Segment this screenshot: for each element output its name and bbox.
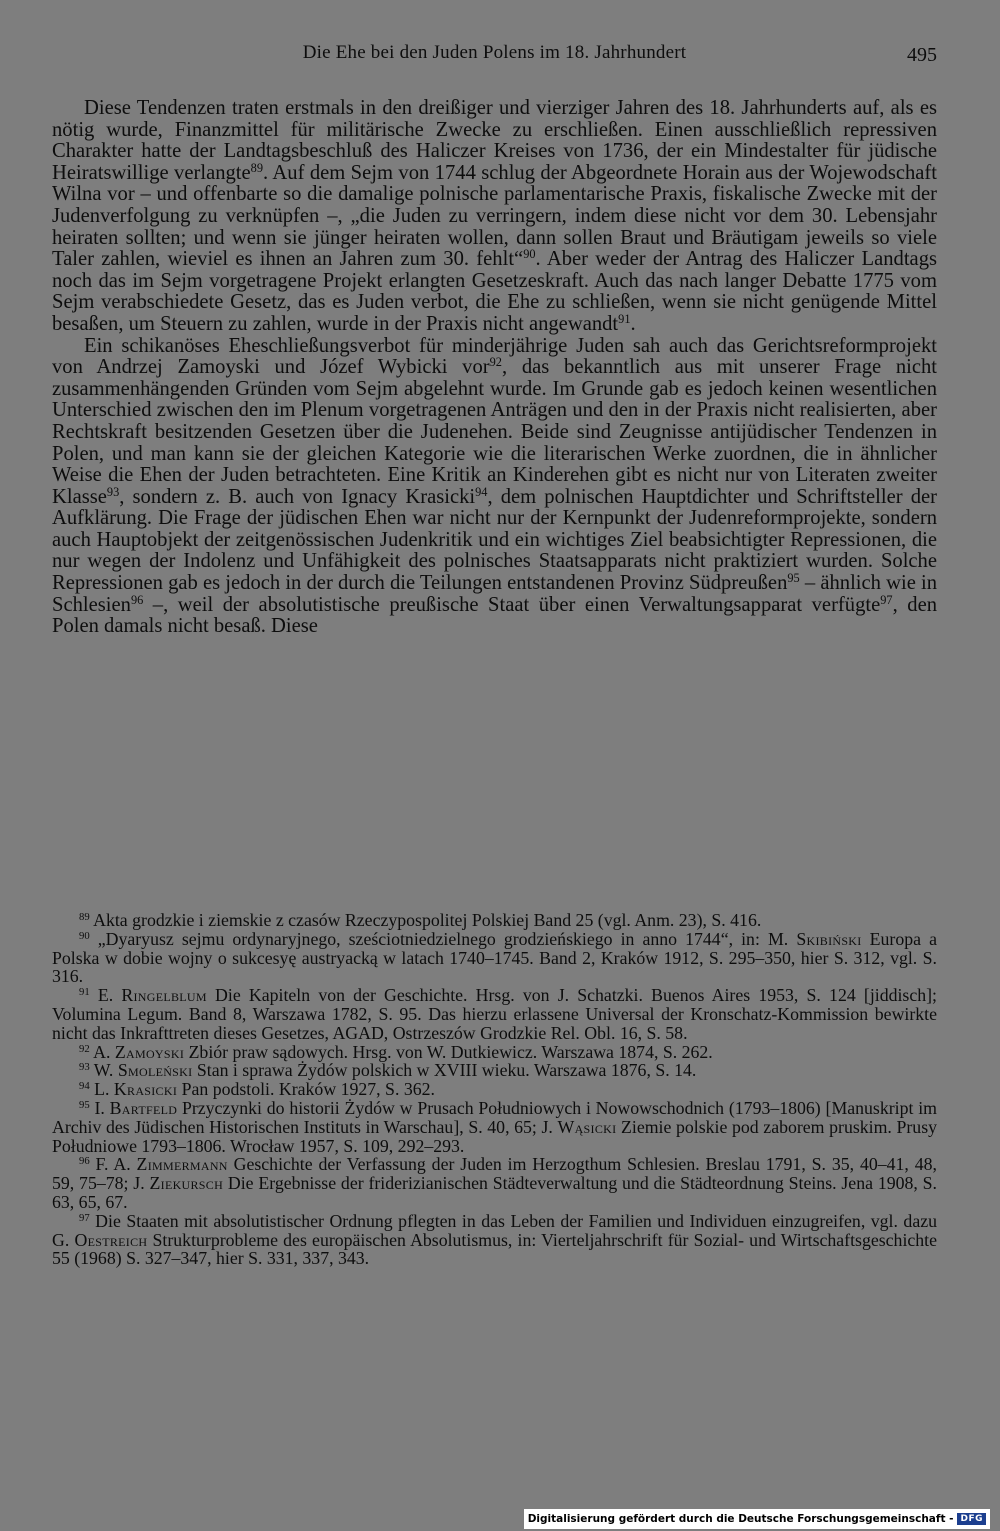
text-run: – ähnlich wie in Schlesien	[52, 572, 937, 616]
text-run: F. A.	[95, 1154, 137, 1175]
running-header	[52, 42, 937, 72]
text-run: Die Ergebnisse der friderizianischen Städteverwaltung und die Städteordnung Steins. Jena 1908, S. 63, 65, 67.	[52, 1173, 937, 1212]
author-name: Skibiński	[796, 928, 862, 949]
text-run: . Aber weder der Antrag des Haliczer Landtags noch das im Sejm vorgetragene Projekt erlangten Gesetzeskraft. Auch das nach langer Debatte 1775 vom Sejm verabschiedete Gesetz, das es Juden verbot, die Ehe zu schließen, wenn sie nicht genügende Mittel besaßen, um Steuern zu zahlen, wurde in der Praxis nicht angewandt	[52, 248, 938, 335]
text-run: , sondern z. B. auch von Ignacy Krasicki	[119, 485, 476, 508]
footnote	[52, 1212, 937, 1268]
footnote-ref: 91	[618, 312, 631, 327]
footnote	[52, 911, 937, 930]
page-number: 495	[907, 44, 937, 66]
text-run: I.	[94, 1097, 110, 1118]
author-name: Smoleński	[117, 1060, 193, 1081]
footnote-number: 94	[79, 1080, 90, 1093]
footnote	[52, 1155, 937, 1211]
author-name: Bartfeld	[109, 1097, 178, 1118]
footnote-ref: 89	[250, 160, 264, 175]
footnote-ref: 90	[523, 247, 536, 262]
text-run: „Dyaryusz sejmu ordynaryjnego, sześciotniedzielnego grodzieńskiego in anno 1744“, in: M.	[97, 928, 797, 949]
text-run: Die Kapiteln von der Geschichte. Hrsg. von J. Schatzki. Buenos Aires 1953, S. 124 [jiddisch]; Volumina Legum. Band 8, Warszawa 1782, S. 95. Das hierzu erlassene Universal der Kronschatz-Kommission bewirkte nicht das Inkrafttreten dieses Gesetzes, AGAD, Ostrzeszów Grodzkie Rel. Obl. 16, S. 58.	[52, 985, 937, 1043]
dfg-logo: DFG	[957, 1513, 986, 1525]
footnote-ref: 95	[787, 571, 800, 586]
text-run: .	[630, 312, 636, 335]
text-run: Strukturprobleme des europäischen Absolutismus, in: Vierteljahrschrift für Sozial- und Wirtschaftsgeschichte 55 (1968) S. 327–347, hier S. 331, 337, 343.	[52, 1229, 937, 1269]
text-run: E.	[97, 985, 122, 1006]
footnote	[52, 930, 937, 986]
footnote	[52, 1061, 937, 1080]
footnote-number: 97	[79, 1211, 90, 1224]
text-run: W.	[93, 1060, 118, 1081]
text-run: –, weil der absolutistische preußische Staat über einen Verwaltungsapparat verfügte	[143, 593, 881, 616]
footnote-number: 89	[79, 911, 90, 924]
footnote	[52, 1043, 937, 1062]
text-run: . Auf dem Sejm von 1744 schlug der Abgeordnete Horain aus der Wojewodschaft Wilna vor – und offenbarte so die damalige polnische parlamentarische Praxis, fiskalische Zwecke mit der Judenverfolgung zu verknüpfen –, „die Juden zu verringern, indem diese nicht vor dem 30. Lebensjahr heiraten sollten; und wenn sie jünger heiraten wollen, dann sollen Braut und Bräutigam jeweils so viele Taler zahlen, wieviel es ihnen an Jahren zum 30. fehlt“	[52, 161, 937, 271]
author-name: Oestreich	[74, 1229, 148, 1250]
text-run: Ziemie polskie pod zaborem pruskim. Prusy Południowe 1793–1806. Wrocław 1957, S. 109, 292–293.	[52, 1116, 938, 1156]
author-name: Wąsicki	[557, 1116, 617, 1137]
paragraph	[52, 98, 937, 336]
footnote	[52, 1080, 937, 1099]
text-run: , dem polnischen Hauptdichter und Schriftsteller der Aufklärung. Die Frage der jüdischen Ehen war nicht nur der Kernpunkt der Judenreformprojekte, sondern auch Hauptobjekt der zeitgenössischen Judenkritik und ein wichtiges Ziel beabsichtigter Repressionen, die nur wegen der Indolenz und Unfähigkeit des polnisches Staatsapparats nicht praktiziert wurden. Solche Repressionen gab es jedoch in der durch die Teilungen entstandenen Provinz Südpreußen	[52, 485, 937, 595]
text-run: Diese Tendenzen traten erstmals in den dreißiger und vierziger Jahren des 18. Jahrhunderts auf, als es nötig wurde, Finanzmittel für militärische Zwecke zu erschließen. Einen ausschließlich repressiven Charakter hatte der Landtagsbeschluß des Haliczer Kreises von 1736, der ein Mindestalter für jüdische Heiratswillige verlangte	[52, 97, 937, 184]
footnote-ref: 94	[475, 484, 488, 499]
text-run: Europa a Polska w dobie wojny o sukcesyę austryacką w latach 1740–1745. Band 2, Kraków 1912, S. 295–350, hier S. 312, vgl. S. 316.	[52, 928, 937, 987]
author-name: Zamoyski	[114, 1041, 185, 1062]
text-run: , den Polen damals nicht besaß. Diese	[52, 593, 938, 638]
footer-text: Digitalisierung gefördert durch die Deutsche Forschungsgemeinschaft -	[527, 1513, 954, 1525]
text-run: Akta grodzkie i ziemskie z czasów Rzeczypospolitej Polskiej Band 25 (vgl. Anm. 23), S. 416.	[93, 910, 762, 930]
text-run: Geschichte der Verfassung der Juden im Herzogthum Schlesien. Breslau 1791, S. 35, 40–41, 48, 59, 75–78; J.	[52, 1154, 937, 1194]
text-run: Die Staaten mit absolutistischer Ordnung pflegten in das Leben der Familien und Individuen einzugreifen, vgl. dazu G.	[52, 1210, 937, 1250]
author-name: Zimmermann	[136, 1154, 228, 1175]
footnote-number: 92	[79, 1042, 90, 1055]
footnote-ref: 96	[130, 592, 144, 607]
text-run: Ein schikanöses Eheschließungsverbot für minderjährige Juden sah auch das Gerichtsreformprojekt von Andrzej Zamoyski und Józef Wybicki vor	[52, 334, 937, 379]
running-title: Die Ehe bei den Juden Polens im 18. Jahrhundert	[302, 42, 687, 63]
footnote-number: 95	[79, 1099, 90, 1112]
text-run: , das bekanntlich aus mit unserer Frage nicht zusammenhängenden Gründen vom Sejm abgelehnt wurde. Im Grunde gab es jedoch keinen wesentlichen Unterschied zwischen den im Plenum vorgetragenen Anträgen und den in der Praxis nicht realisierten, aber Rechtskraft besitzenden Gesetzen über die Judenehen. Beide sind Zeugnisse antijüdischer Tendenzen in Polen, und man kann sie der gleichen Kategorie wie die literarischen Werke zuordnen, die in ähnlicher Weise die Ehen der Juden betrachteten. Eine Kritik an Kinderehen gibt es nicht nur von Literaten zweiter Klasse	[52, 356, 937, 508]
text-run: Stan i sprawa Żydów polskich w XVIII wieku. Warszawa 1876, S. 14.	[192, 1060, 697, 1081]
footnote	[52, 1099, 937, 1155]
text-run: Przyczynki do historii Żydów w Prusach Południowych i Nowowschodnich (1793–1806) [Manuskript im Archiv des Jüdischen Historischen Instituts in Warschau], S. 40, 65; J.	[52, 1097, 938, 1137]
footnote-number: 91	[79, 986, 90, 999]
text-run: Pan podstoli. Kraków 1927, S. 362.	[177, 1079, 435, 1100]
footnote-number: 93	[79, 1061, 90, 1074]
footnote-ref: 93	[106, 484, 120, 499]
author-name: Ziekursch	[149, 1173, 224, 1194]
footnotes	[52, 911, 937, 1268]
text-run: L.	[94, 1079, 114, 1100]
paragraph	[52, 336, 937, 638]
footnote	[52, 986, 937, 1042]
footnote-number: 90	[79, 929, 90, 942]
footnote-ref: 92	[489, 355, 502, 370]
author-name: Ringelblum	[121, 985, 207, 1006]
text-run: Zbiór praw sądowych. Hrsg. von W. Dutkiewicz. Warszawa 1874, S. 262.	[184, 1041, 713, 1062]
text-run: A.	[93, 1041, 115, 1062]
body-text	[52, 98, 937, 638]
footnote-number: 96	[79, 1155, 90, 1168]
footnote-ref: 97	[880, 592, 893, 607]
author-name: Krasicki	[113, 1079, 178, 1100]
digitization-footer	[524, 1509, 990, 1529]
